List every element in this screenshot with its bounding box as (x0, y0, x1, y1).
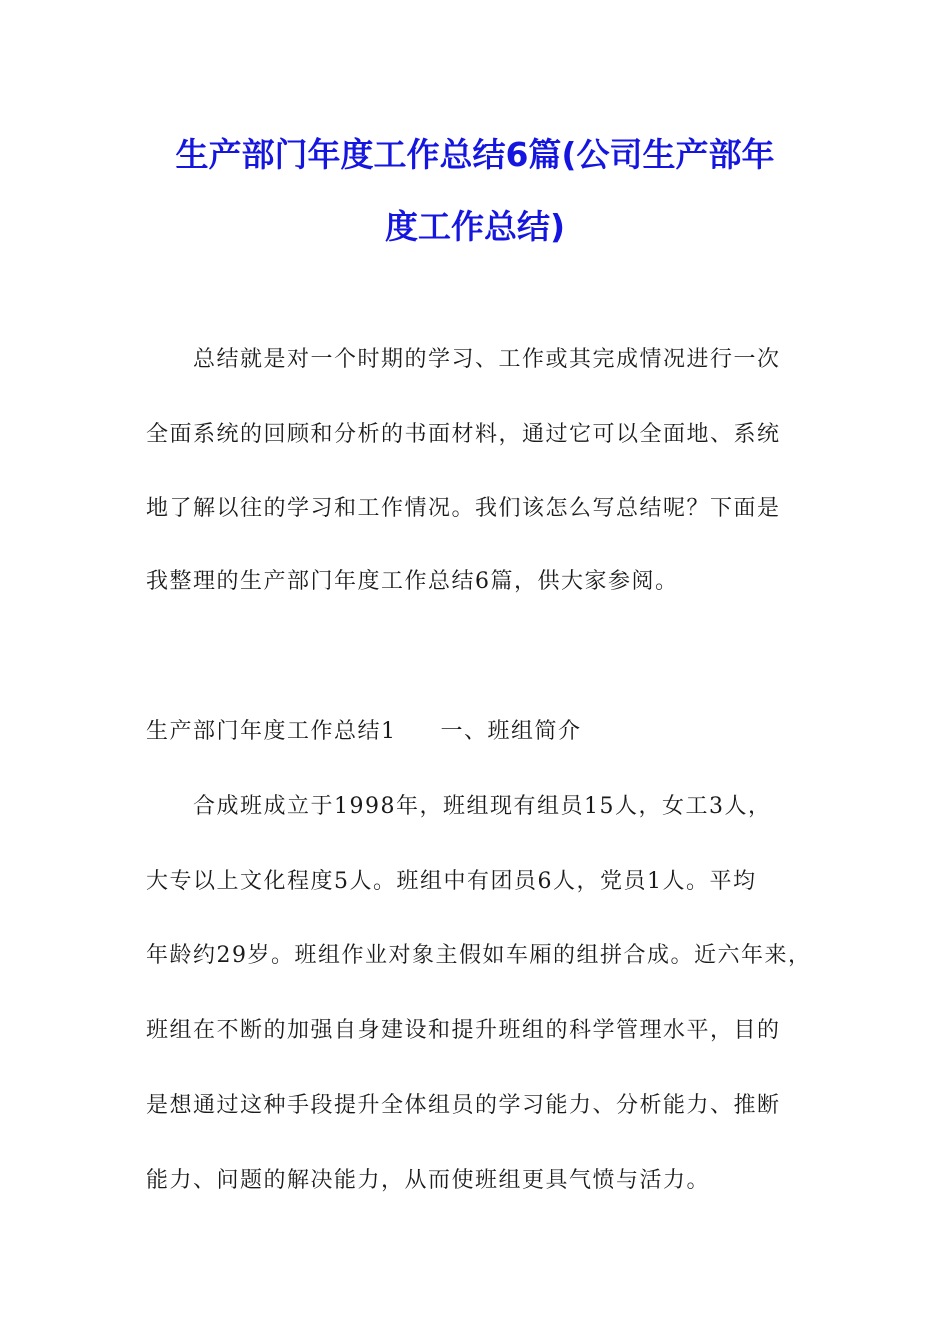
body-paragraph-line: 年龄约29岁。班组作业对象主假如车厢的组拼合成。近六年来， (146, 943, 812, 968)
body-paragraph-line: 是想通过这种手段提升全体组员的学习能力、分析能力、推断 (146, 1093, 781, 1118)
body-paragraph-line: 大专以上文化程度5人。班组中有团员6人，党员1人。平均 (146, 869, 757, 894)
section-heading-line (146, 717, 582, 747)
body-paragraph-line: 能力、问题的解决能力，从而使班组更具气愤与活力。 (146, 1168, 711, 1193)
intro-paragraph-line: 总结就是对一个时期的学习、工作或其完成情况进行一次 (193, 347, 781, 372)
document-title-line-2: 度工作总结) (384, 207, 566, 246)
intro-paragraph-line: 地了解以往的学习和工作情况。我们该怎么写总结呢？下面是 (146, 496, 781, 521)
section-heading: 生产部门年度工作总结1 (146, 719, 397, 744)
document-title-line-1: 生产部门年度工作总结6篇(公司生产部年 (175, 135, 775, 174)
body-paragraph-line: 班组在不断的加强自身建设和提升班组的科学管理水平，目的 (146, 1018, 781, 1043)
section-subheading: 一、班组简介 (440, 719, 582, 744)
intro-paragraph-line: 我整理的生产部门年度工作总结6篇，供大家参阅。 (146, 569, 679, 594)
body-paragraph-line: 合成班成立于1998年，班组现有组员15人，女工3人， (193, 794, 772, 819)
intro-paragraph-line: 全面系统的回顾和分析的书面材料，通过它可以全面地、系统 (146, 422, 781, 447)
